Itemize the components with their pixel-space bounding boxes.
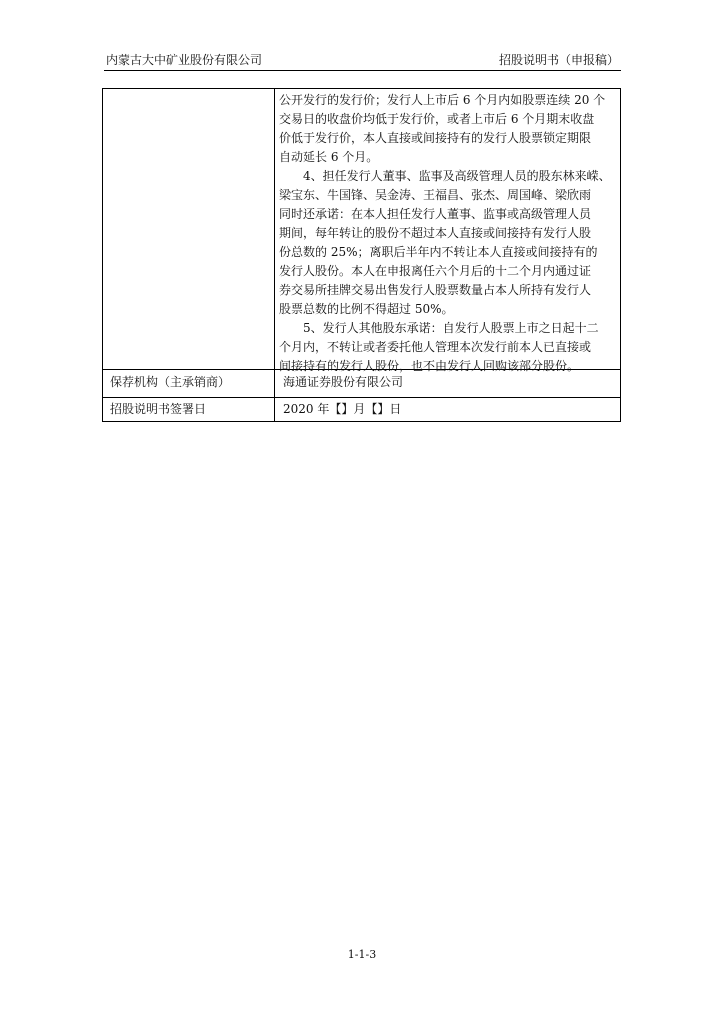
text-line: 价低于发行价，本人直接或间接持有的发行人股票锁定期限 [279,131,592,145]
text-line: 梁宝东、牛国锋、吴金涛、王福昌、张杰、周国峰、梁欣雨 [279,188,592,202]
text-line: 券交易所挂牌交易出售发行人股票数量占本人所持有发行人 [279,283,592,297]
header-rule [104,70,621,71]
commitment-cell [279,91,611,376]
text-line: 4、担任发行人董事、监事及高级管理人员的股东林来嵘、 [303,169,611,183]
commitment-paragraph [279,167,611,319]
text-line: 发行人股份。本人在申报离任六个月后的十二个月内通过证 [279,264,592,278]
company-name: 内蒙古大中矿业股份有限公司 [106,53,263,67]
signing-date-label: 招股说明书签署日 [110,402,207,416]
text-line: 间接持有的发行人股份，也不由发行人回购该部分股份。 [279,359,580,373]
page-header [104,50,621,70]
commitment-paragraph [279,91,611,167]
text-line: 股票总数的比例不得超过 50%。 [279,302,454,316]
sponsor-value: 海通证券股份有限公司 [283,375,404,389]
text-line: 5、发行人其他股东承诺：自发行人股票上市之日起十二 [303,321,599,335]
text-line: 个月内，不转让或者委托他人管理本次发行前本人已直接或 [279,340,592,354]
commitment-paragraph [279,319,611,376]
signing-date-value: 2020 年【】月【】日 [283,402,402,416]
text-line: 交易日的收盘价均低于发行价，或者上市后 6 个月期末收盘 [279,112,595,126]
text-line: 同时还承诺：在本人担任发行人董事、监事或高级管理人员 [279,207,592,221]
column-divider [274,89,275,421]
page-number: 1-1-3 [347,948,377,961]
info-table [102,88,621,422]
text-line: 份总数的 25%；离职后半年内不转让本人直接或间接持有的 [279,245,598,259]
sponsor-label: 保荐机构（主承销商） [110,375,231,389]
text-line: 自动延长 6 个月。 [279,150,379,164]
text-line: 期间，每年转让的股份不超过本人直接或间接持有发行人股 [279,226,592,240]
text-line: 公开发行的发行价；发行人上市后 6 个月内如股票连续 20 个 [279,93,606,107]
row-divider [103,397,620,398]
document-type: 招股说明书（申报稿） [498,53,619,67]
